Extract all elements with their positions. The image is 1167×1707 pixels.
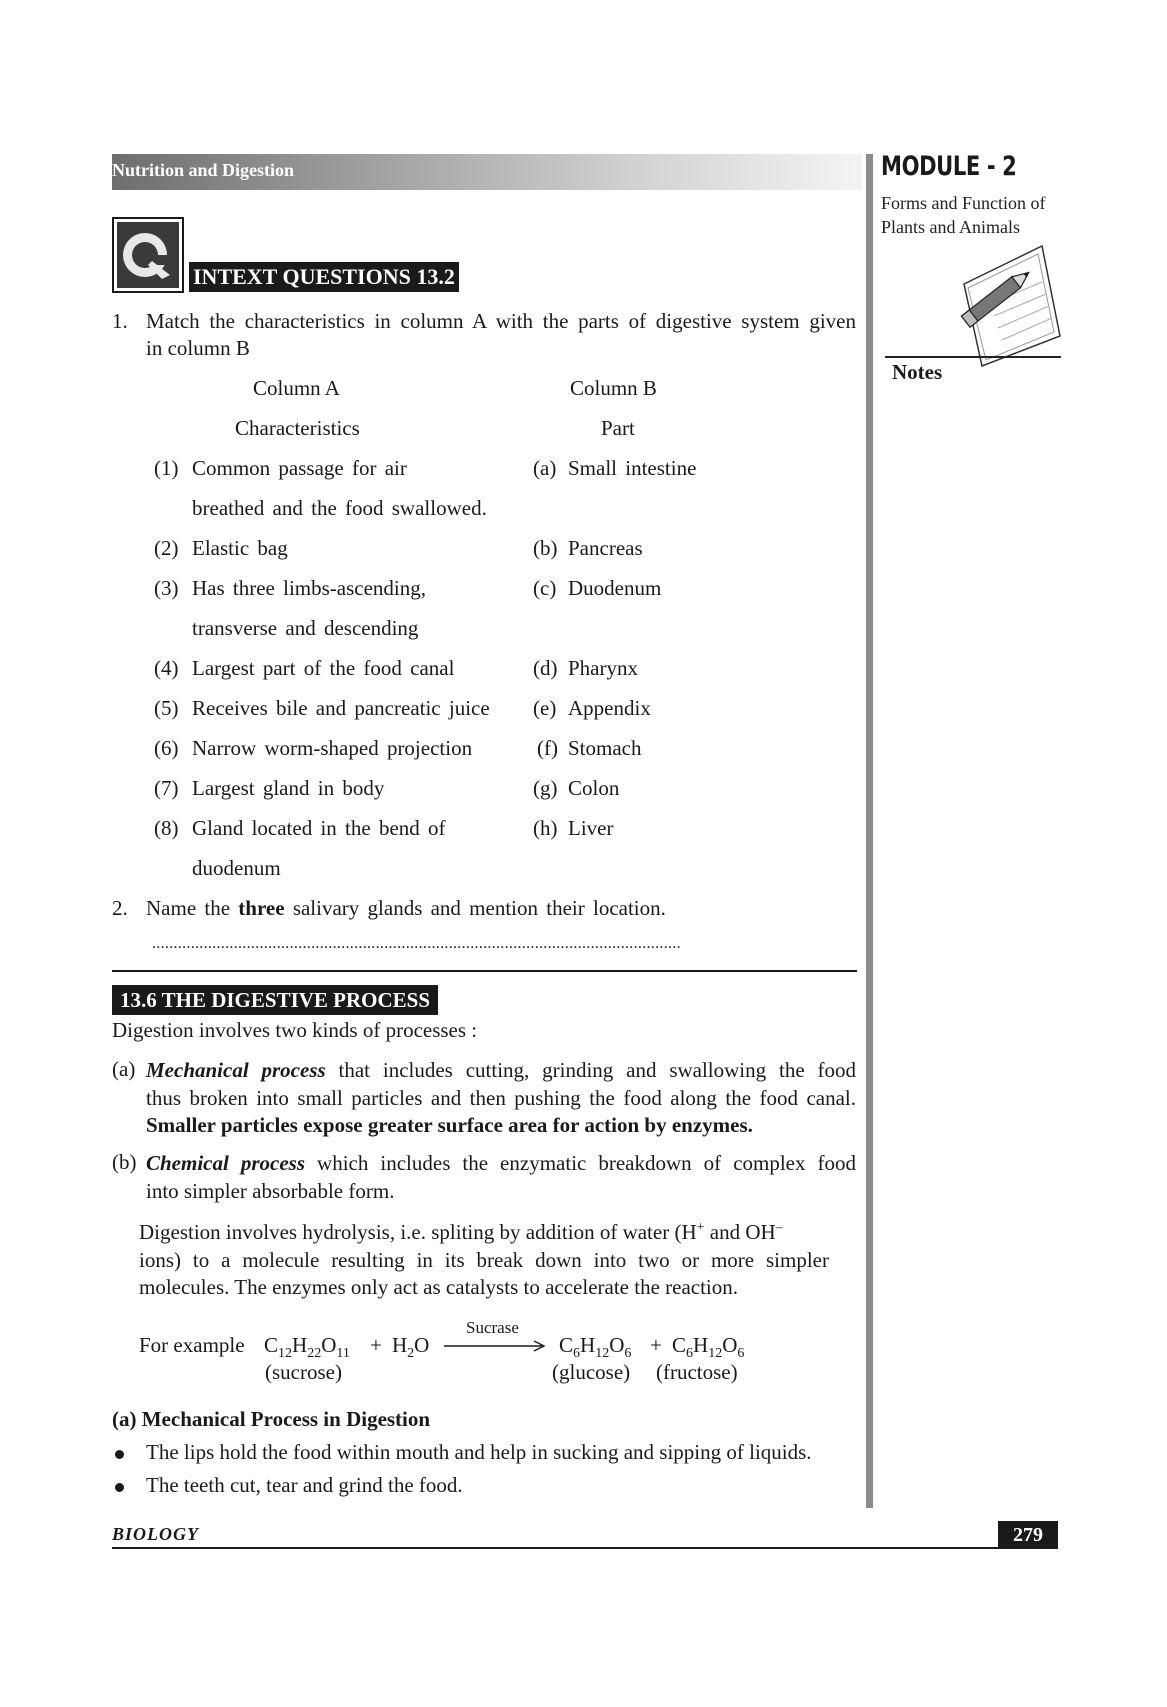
col-a-num: (4): [154, 656, 179, 680]
col-a-num: (1): [154, 456, 179, 480]
intext-questions-title: INTEXT QUESTIONS 13.2: [189, 262, 459, 292]
item-b-label: (b): [112, 1150, 137, 1174]
column-a-subheading: Characteristics: [235, 416, 360, 440]
section-divider: [112, 970, 857, 972]
col-b-num: (g): [533, 776, 558, 800]
sidebar-divider: [866, 154, 873, 1508]
mechanical-process-term: Mechanical process: [146, 1058, 326, 1082]
bullet-dot: [115, 1450, 124, 1459]
col-b-text: Pancreas: [568, 536, 643, 560]
item-b-text: Chemical process which includes the enzymatic breakdown of complex food into simpler absorbable form.: [146, 1151, 857, 1203]
chapter-title: Nutrition and Digestion: [112, 160, 295, 180]
q1-line2: in column B: [146, 336, 250, 360]
col-a-text: duodenum: [192, 856, 281, 880]
col-b-num: (e): [533, 696, 557, 720]
col-a-text: Largest part of the food canal: [192, 656, 455, 680]
glucose-formula: $C_6H_{12}O_6$: [559, 1333, 632, 1361]
module-subtitle: [881, 191, 1046, 239]
col-b-num: (c): [533, 576, 557, 600]
reaction-arrow-icon: [444, 1340, 548, 1352]
plus-sign: +: [370, 1333, 382, 1357]
item-a-label: (a): [112, 1057, 136, 1081]
col-a-text: Common passage for air: [192, 456, 407, 480]
col-b-num: (d): [533, 656, 558, 680]
col-a-text: transverse and descending: [192, 616, 419, 640]
fructose-label: (fructose): [656, 1360, 738, 1384]
col-a-num: (6): [154, 736, 179, 760]
mechanical-process-heading: (a) Mechanical Process in Digestion: [112, 1407, 431, 1431]
bullet-dot: [115, 1483, 124, 1492]
module-subtitle-line1: Forms and Function of: [881, 193, 1046, 213]
col-b-text: Duodenum: [568, 576, 662, 600]
col-a-text: Narrow worm-shaped projection: [192, 736, 473, 760]
col-a-text: Has three limbs-ascending,: [192, 576, 427, 600]
module-title: MODULE - 2: [881, 151, 1017, 182]
item-a-text: Mechanical process that includes cutting, grinding and swallowing the food thus broken into small particles and then pushing the food along the food canal. Smaller particles expose greater surface area for action by enzymes.: [146, 1058, 856, 1137]
notes-label: Notes: [892, 360, 943, 384]
enzyme-label: Sucrase: [466, 1318, 519, 1337]
sucrose-formula: $C_{12}H_{22}O_{11}$: [264, 1333, 350, 1361]
fructose-formula: $C_6H_{12}O_6$: [672, 1333, 745, 1361]
q1-number: 1.: [112, 309, 128, 333]
col-a-text: breathed and the food swallowed.: [192, 496, 487, 520]
col-a-text: Largest gland in body: [192, 776, 385, 800]
section-intro: Digestion involves two kinds of processes :: [112, 1018, 478, 1042]
col-b-text: Pharynx: [568, 656, 638, 680]
col-b-num: (f): [537, 736, 558, 760]
q2-text: Name the three salivary glands and mention their location.: [146, 896, 666, 920]
col-a-num: (8): [154, 816, 179, 840]
col-a-text: Gland located in the bend of: [192, 816, 446, 840]
column-b-subheading: Part: [601, 416, 635, 440]
pencil-notepad-icon: [950, 244, 1062, 368]
equation-prefix: For example: [139, 1333, 245, 1357]
col-b-num: (h): [533, 816, 558, 840]
q2-number: 2.: [112, 896, 128, 920]
col-b-num: (b): [533, 536, 558, 560]
column-a-heading: Column A: [253, 376, 340, 400]
col-a-num: (2): [154, 536, 179, 560]
col-a-text: Receives bile and pancreatic juice: [192, 696, 490, 720]
water-formula: $H_2O$: [392, 1333, 430, 1361]
notes-divider: [885, 356, 1061, 358]
col-b-text: Liver: [568, 816, 614, 840]
col-a-num: (3): [154, 576, 179, 600]
q2-answer-line: ...........................................................................................................................: [152, 935, 681, 952]
col-a-num: (7): [154, 776, 179, 800]
bullet-item: The lips hold the food within mouth and help in sucking and sipping of liquids.: [146, 1440, 812, 1464]
footer-subject: BIOLOGY: [112, 1524, 199, 1544]
col-b-text: Stomach: [568, 736, 642, 760]
col-b-text: Colon: [568, 776, 620, 800]
column-b-heading: Column B: [570, 376, 657, 400]
module-subtitle-line2: Plants and Animals: [881, 217, 1020, 237]
hydrolysis-paragraph: Digestion involves hydrolysis, i.e. spliting by addition of water (H+ and OH– ions) to a molecule resulting in its break down into two or more simpler molecules. The enzymes only act as catalysts to accelerate the reaction.: [139, 1220, 829, 1299]
col-b-text: Appendix: [568, 696, 651, 720]
col-b-num: (a): [533, 456, 557, 480]
footer-rule: [112, 1547, 1058, 1549]
q1-line1: Match the characteristics in column A with the parts of digestive system given: [146, 309, 856, 333]
glucose-label: (glucose): [552, 1360, 631, 1384]
plus-sign: +: [650, 1333, 662, 1357]
sucrose-label: (sucrose): [265, 1360, 342, 1384]
col-a-text: Elastic bag: [192, 536, 288, 560]
question-mark-icon: [112, 217, 184, 293]
col-b-text: Small intestine: [568, 456, 697, 480]
col-a-num: (5): [154, 696, 179, 720]
section-title: 13.6 THE DIGESTIVE PROCESS: [112, 985, 438, 1015]
page-number: 279: [998, 1521, 1058, 1549]
chemical-process-term: Chemical process: [146, 1151, 306, 1175]
bullet-item: The teeth cut, tear and grind the food.: [146, 1473, 463, 1497]
